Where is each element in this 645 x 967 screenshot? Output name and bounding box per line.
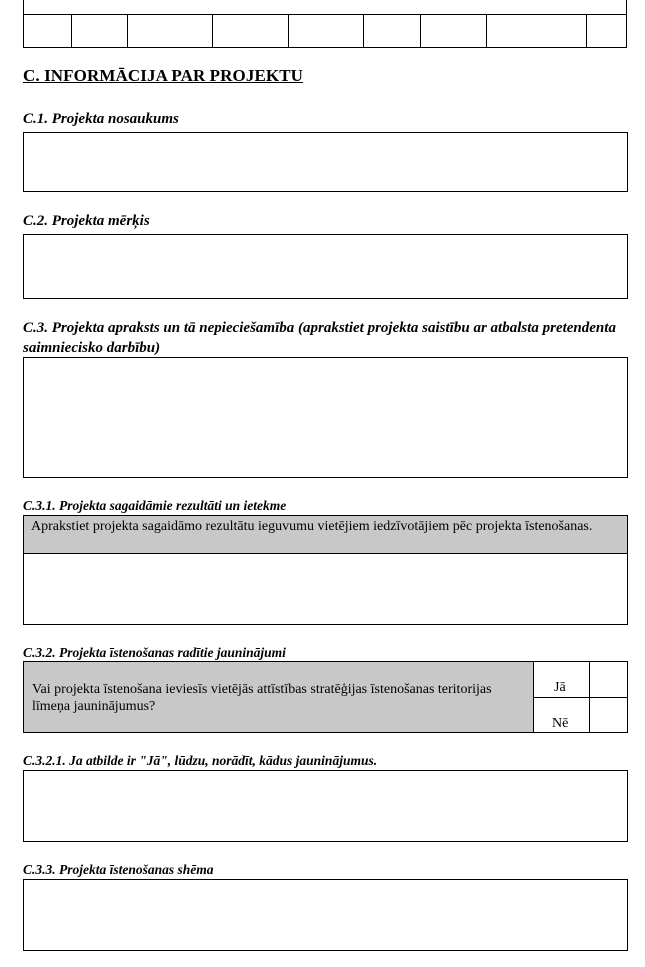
c31-label: C.3.1. Projekta sagaidāmie rezultāti un ietekme bbox=[23, 498, 287, 513]
expected-results-field[interactable] bbox=[23, 553, 628, 625]
table-column-divider bbox=[71, 14, 72, 47]
c31-instruction: Aprakstiet projekta sagaidāmo rezultātu ieguvumu vietējiem iedzīvotājiem pēc projekta īstenošanas. bbox=[31, 519, 593, 534]
previous-table-fragment bbox=[23, 0, 627, 48]
section-title: C. INFORMĀCIJA PAR PROJEKTU bbox=[23, 66, 304, 85]
no-label-cell bbox=[533, 697, 590, 733]
table-top-border bbox=[24, 14, 626, 15]
c2-label: C.2. Projekta mērķis bbox=[23, 213, 150, 229]
table-column-divider bbox=[212, 14, 213, 47]
c3-label: C.3. Projekta apraksts un tā nepieciešamība (aprakstiet projekta saistību ar atbalsta pretendenta saimniecisko darbību) bbox=[23, 320, 616, 356]
table-column-divider bbox=[288, 14, 289, 47]
table-column-divider bbox=[486, 14, 487, 47]
c321-label: C.3.2.1. Ja atbilde ir "Jā", lūdzu, norādīt, kādus jauninājumus. bbox=[23, 753, 378, 768]
table-column-divider bbox=[420, 14, 421, 47]
yes-checkbox[interactable] bbox=[589, 661, 628, 698]
c1-label: C.1. Projekta nosaukums bbox=[23, 111, 179, 127]
c32-question: Vai projekta īstenošana ieviesīs vietējās attīstības stratēģijas īstenošanas teritorijas līmeņa jauninājumus? bbox=[32, 682, 492, 714]
implementation-scheme-field[interactable] bbox=[23, 879, 628, 951]
table-column-divider bbox=[586, 14, 587, 47]
no-label: Nē bbox=[552, 716, 569, 731]
project-description-field[interactable] bbox=[23, 357, 628, 478]
table-column-divider bbox=[363, 14, 364, 47]
table-column-divider bbox=[127, 14, 128, 47]
project-goal-field[interactable] bbox=[23, 234, 628, 299]
c32-label: C.3.2. Projekta īstenošanas radītie jauninājumi bbox=[23, 645, 286, 660]
c32-question-cell bbox=[23, 661, 534, 733]
innovations-field[interactable] bbox=[23, 770, 628, 842]
no-checkbox[interactable] bbox=[589, 697, 628, 733]
yes-label-cell bbox=[533, 661, 590, 698]
c33-label: C.3.3. Projekta īstenošanas shēma bbox=[23, 862, 214, 877]
c31-instruction-cell bbox=[23, 515, 628, 554]
project-name-field[interactable] bbox=[23, 132, 628, 192]
yes-label: Jā bbox=[554, 680, 566, 695]
